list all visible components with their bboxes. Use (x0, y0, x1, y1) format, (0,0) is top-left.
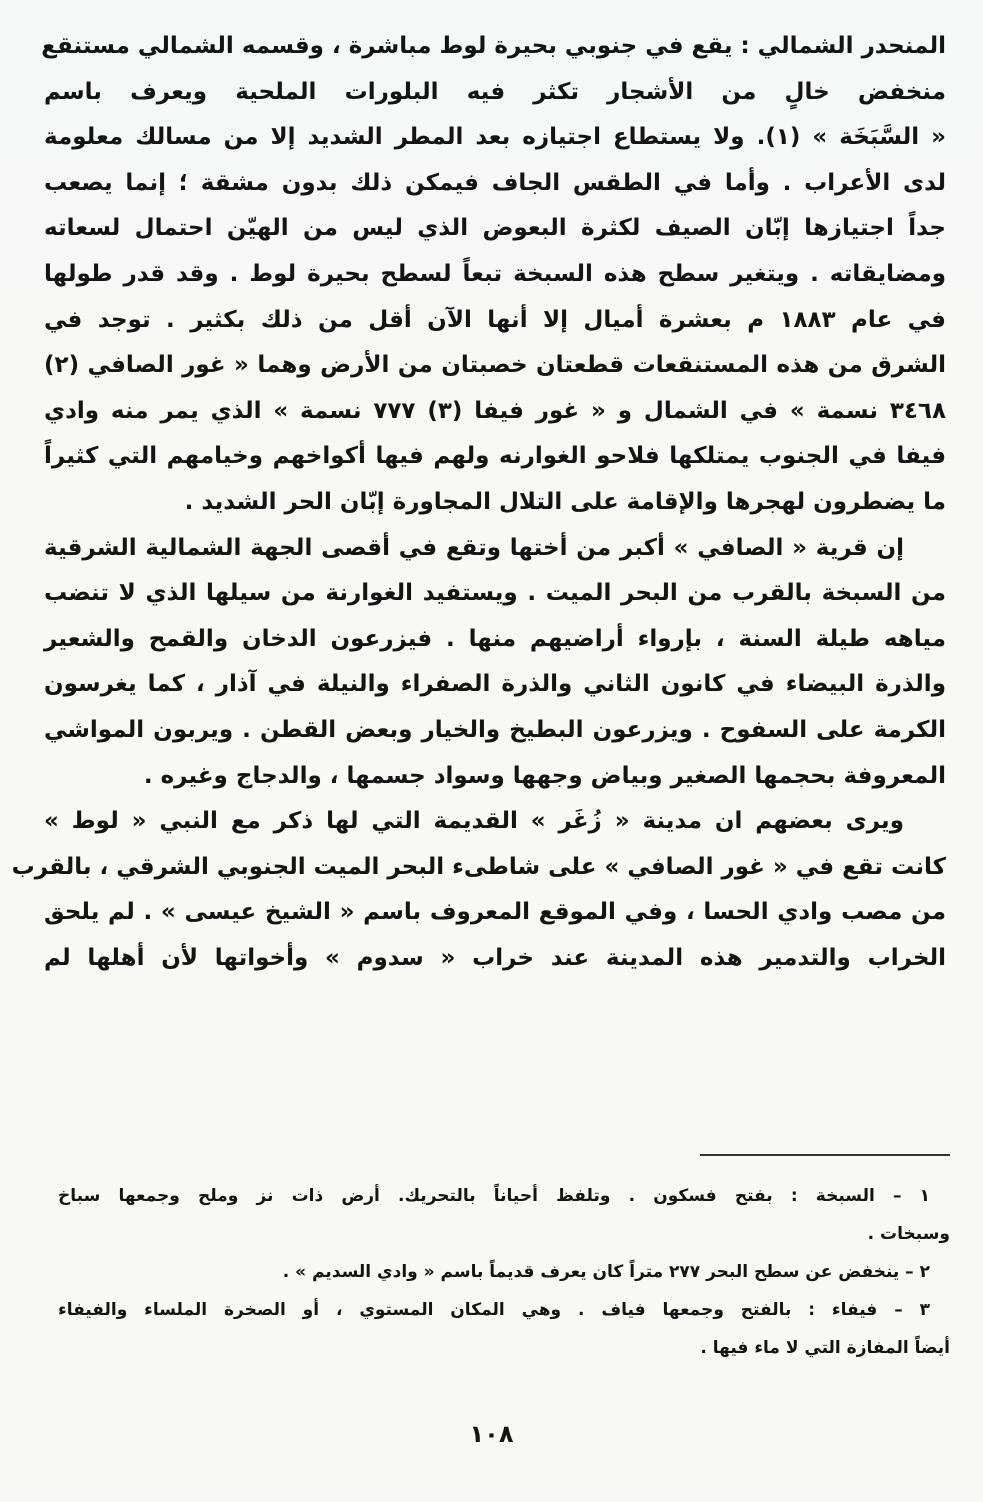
text-line: الكرمة على السفوح . ويزرعون البطيخ والخيار وبعض القطن . ويربون المواشي (44, 716, 946, 743)
text-line: ومضايقاته . ويتغير سطح هذه السبخة تبعاً لسطح بحيرة لوط . وقد قدر طولها (44, 260, 946, 287)
text-line: جداً اجتيازها إبّان الصيف لكثرة البعوض الذي ليس من الهيّن احتمال لسعاته (44, 215, 946, 242)
text-line: ما يضطرون لهجرها والإقامة على التلال المجاورة إبّان الحر الشديد . (184, 488, 946, 515)
footnote-divider (700, 1154, 950, 1156)
text-line: من السبخة بالقرب من البحر الميت . ويستفيد الغوارنة من سيلها الذي لا تنضب (44, 580, 946, 607)
footnote-3: ٣ – فيفاء : بالفتح وجمعها فياف . وهي المكان المستوي ، أو الصخرة الملساء والفيفاء (58, 1300, 930, 1320)
footnote-2: ٢ – ينخفض عن سطح البحر ٢٧٧ متراً كان يعرف قديماً باسم « وادي السديم » . (282, 1262, 930, 1282)
body-text (11, 24, 947, 981)
text-line: فيفا في الجنوب يمتلكها فلاحو الغوارنه ولهم فيها أكواخهم وخيامهم التي كثيراً (44, 443, 946, 470)
footnotes (58, 1177, 950, 1367)
footnote-1-continued: وسبخات . (867, 1224, 950, 1244)
text-line: مياهه طيلة السنة ، بإرواء أراضيهم منها . فيزرعون الدخان والقمح والشعير (44, 625, 946, 652)
page-number: ١٠٨ (469, 1420, 514, 1448)
text-line: الخراب والتدمير هذه المدينة عند خراب « سدوم » وأخواتها لأن أهلها لم (44, 944, 946, 971)
text-line: « السَّبَخَة » (١). ولا يستطاع اجتيازه بعد المطر الشديد إلا من مسالك معلومة (44, 124, 947, 151)
text-line: الشرق من هذه المستنقعات قطعتان خصبتان من الأرض وهما « غور الصافي (٢) (44, 352, 946, 379)
text-line: منخفض خالٍ من الأشجار تكثر فيه البلورات الملحية ويعرف باسم (44, 78, 946, 105)
text-line: المعروفة بحجمها الصغير وبياض وجهها وسواد جسمها ، والدجاج وغيره . (143, 762, 946, 789)
text-line: المنحدر الشمالي : يقع في جنوبي بحيرة لوط مباشرة ، وقسمه الشمالي مستنقع (41, 33, 946, 59)
footnote-3-continued: أيضاً المفازة التي لا ماء فيها . (700, 1338, 950, 1358)
text-line: في عام ١٨٨٣ م بعشرة أميال إلا أنها الآن أقل من ذلك بكثير . توجد في (44, 306, 946, 333)
text-line: من مصب وادي الحسا ، وفي الموقع المعروف باسم « الشيخ عيسى » . لم يلحق (44, 899, 946, 926)
text-line: ٣٤٦٨ نسمة » في الشمال و « غور فيفا (٣) ٧٧٧ نسمة » الذي يمر منه وادي (44, 397, 946, 424)
text-line: كانت تقع في « غور الصافي » على شاطىء البحر الميت الجنوبي الشرقي ، بالقرب (11, 853, 946, 880)
text-line: لدى الأعراب . وأما في الطقس الجاف فيمكن ذلك بدون مشقة ؛ إنما يصعب (44, 169, 946, 196)
paragraph-start-line: ويرى بعضهم ان مدينة « زُغَر » القديمة التي لها ذكر مع النبي « لوط » (44, 808, 904, 835)
text-line: والذرة البيضاء في كانون الثاني والذرة الصفراء والنيلة في آذار ، كما يغرسون (44, 671, 946, 698)
footnote-1: ١ – السبخة : بفتح فسكون . وتلفظ أحياناً بالتحريك. أرض ذات نز وملح وجمعها سباخ (58, 1186, 930, 1206)
paragraph-start-line: إن قرية « الصافي » أكبر من أختها وتقع في أقصى الجهة الشمالية الشرقية (44, 534, 904, 561)
